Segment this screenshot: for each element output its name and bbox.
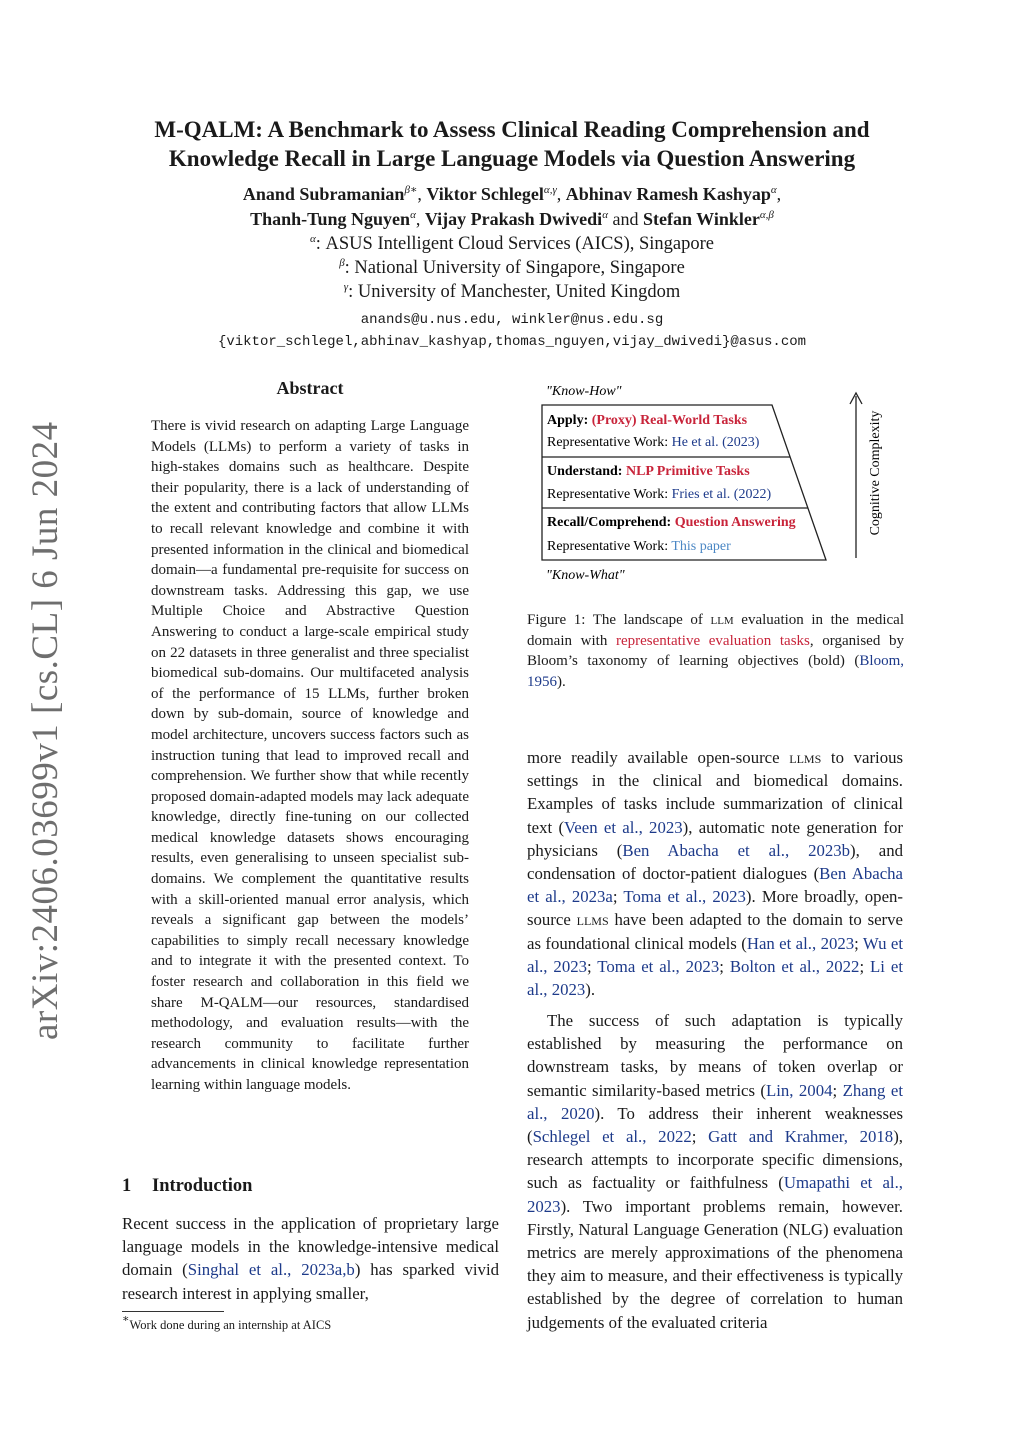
work-prefix: Representative Work:	[547, 435, 669, 450]
affiliation-text: : National University of Singapore, Singapore	[344, 258, 685, 278]
citation-separator: ;	[691, 1127, 697, 1147]
author-affil: α,γ	[543, 184, 557, 196]
paper-title	[100, 115, 924, 173]
text-run: have been adapted to the domain to serve as foundational clinical models (	[527, 910, 903, 953]
citation-link[interactable]: Zhang et al., 2020	[527, 1080, 903, 1123]
citation-separator: ;	[854, 933, 859, 953]
citation-link[interactable]: Umapathi et al., 2023	[527, 1173, 903, 1216]
text-run: The success of such adaptation is typically established by measuring the performance on downstream tasks, by means of token overlap or semantic similarity-based metrics (	[527, 1011, 903, 1100]
affiliation-line	[100, 232, 924, 256]
author-affil: β	[404, 184, 410, 196]
citation-link[interactable]: Toma et al., 2023	[623, 887, 746, 907]
text-run: Figure 1: The landscape of	[527, 612, 703, 628]
citation-link[interactable]: Veen et al., 2023	[564, 817, 683, 837]
text-run: ). To address their inherent weaknesses (	[527, 1103, 903, 1147]
citation-link[interactable]: Wu et al., 2023	[527, 933, 903, 976]
author-emails	[100, 309, 924, 353]
acronym-llm: llm	[710, 612, 734, 628]
text-run: ).	[585, 980, 596, 1000]
body-paragraph	[527, 746, 903, 1001]
work-prefix: Representative Work:	[547, 539, 669, 554]
intro-paragraph	[122, 1212, 499, 1305]
author-footnote-mark: ∗	[409, 184, 418, 196]
tier-task: NLP Primitive Tasks	[625, 464, 750, 479]
citation-separator: ;	[719, 956, 724, 976]
author-line-2: Thanh-Tung Nguyen$^\alpha$, Vijay Prakash Dwivedi$^\alpha$ and Stefan Winkler$^{\alpha,\beta}$	[250, 209, 774, 229]
author-name: Thanh-Tung Nguyen	[250, 209, 411, 229]
tier-level: Apply:	[547, 413, 589, 428]
citation-link[interactable]: Ben Abacha et al., 2023b	[622, 840, 851, 860]
section-heading	[122, 1176, 502, 1197]
text-run: ). Two important problems remain, however. Firstly, Natural Language Generation (NLG) evaluation metrics are merely approximations of the phenomena they aim to measure, and their effectiveness is typically established by the degree of correlation to human judgements of the evaluated criteria	[527, 1196, 903, 1332]
text-run: ), and condensation of doctor-patient dialogues (	[527, 840, 903, 884]
affiliation-text: : University of Manchester, United Kingdom	[348, 282, 681, 302]
citation-separator: ;	[587, 956, 592, 976]
text-run: ) has sparked vivid research interest in applying smaller,	[122, 1260, 499, 1303]
affiliation-symbol: γ	[343, 281, 349, 293]
citation-link[interactable]: Li et al., 2023	[527, 956, 903, 1000]
text-run: ), automatic note generation for physicians (	[527, 817, 903, 860]
citation-link[interactable]: Ben Abacha et al., 2023a	[527, 864, 904, 907]
work-citation: Fries et al. (2022)	[671, 487, 772, 502]
author-name: Vijay Prakash Dwivedi	[424, 209, 603, 229]
affiliation-symbol: β	[339, 257, 345, 269]
abstract-heading: Abstract	[276, 378, 344, 398]
citation-separator: ;	[832, 1080, 838, 1100]
footnote-text: Work done during an internship at AICS	[129, 1318, 332, 1332]
text-run: Recent success in the application of proprietary large language models in the knowledge-intensive medical domain (	[122, 1214, 499, 1280]
work-citation: He et al. (2023)	[671, 435, 760, 450]
email-line-2: {viktor_schlegel,abhinav_kashyap,thomas_nguyen,vijay_dwivedi}@asus.com	[217, 334, 807, 350]
author-name: Abhinav Ramesh Kashyap	[565, 184, 771, 204]
text-run: , organised by Bloom’s taxonomy of learning objectives (bold) (	[527, 632, 904, 670]
affiliation-line	[100, 280, 924, 304]
author-conjunction: and	[612, 209, 639, 229]
work-citation: This paper	[671, 539, 731, 554]
affiliation-symbol: α	[309, 233, 316, 245]
author-line-1: Anand Subramanian$^{\beta∗}$, Viktor Schlegel$^{\alpha,\gamma}$, Abhinav Ramesh Kashyap$^\alpha$,	[242, 184, 782, 204]
affiliation-line	[100, 256, 924, 280]
affiliation-text: : ASUS Intelligent Cloud Services (AICS), Singapore	[315, 234, 714, 254]
text-run: ). More broadly, open-source	[527, 887, 903, 930]
section-number: 1	[122, 1176, 132, 1196]
author-name: Anand Subramanian	[242, 184, 405, 204]
tier-recall-work	[547, 539, 731, 554]
footnote	[122, 1313, 502, 1333]
title-line-1: M-QALM: A Benchmark to Assess Clinical Reading Comprehension and	[154, 117, 870, 142]
citation-link[interactable]: Schlegel et al., 2022	[532, 1127, 692, 1147]
author-list	[100, 182, 924, 232]
citation-link[interactable]: Han et al., 2023	[746, 933, 855, 953]
tier-apply-work	[547, 435, 760, 450]
tier-recall	[547, 515, 796, 530]
affiliations	[100, 232, 924, 304]
acronym-llms: llms	[576, 910, 609, 930]
body-paragraph	[527, 1009, 903, 1334]
figure-top-label: "Know-How"	[546, 384, 622, 399]
text-run: to various settings in the clinical and biomedical domains. Examples of tasks include summarization of clinical text (	[527, 748, 904, 837]
citation-link[interactable]: Lin, 2004	[766, 1080, 833, 1100]
author-name: Viktor Schlegel	[426, 184, 544, 204]
title-line-2: Knowledge Recall in Large Language Models via Question Answering	[168, 146, 856, 171]
citation-link[interactable]: Singhal et al., 2023a,b	[187, 1260, 355, 1280]
author-affil: α	[602, 209, 608, 221]
text-run: more readily available open-source	[527, 748, 780, 767]
text-run: ), research attempts to incorporate specific dimensions, such as factuality or faithfulness (	[527, 1127, 903, 1193]
author-affil: α,β	[759, 209, 774, 221]
work-prefix: Representative Work:	[547, 487, 669, 502]
footnote-rule	[122, 1311, 224, 1312]
author-name: Stefan Winkler	[642, 209, 760, 229]
tier-level: Understand:	[547, 464, 623, 479]
figure-caption	[527, 610, 904, 692]
text-run: ).	[557, 673, 566, 690]
taxonomy-trapezoid	[542, 405, 826, 560]
section-title: Introduction	[152, 1176, 253, 1196]
footnote-mark: ∗	[122, 1313, 130, 1325]
author-affil: α	[770, 184, 777, 196]
citation-link[interactable]: Toma et al., 2023	[597, 956, 720, 976]
tier-understand-work	[547, 487, 771, 502]
tier-apply	[547, 413, 748, 428]
figure-bottom-label: "Know-What"	[546, 568, 625, 583]
text-run: evaluation in the medical domain with	[527, 612, 905, 649]
citation-link[interactable]: Gatt and Krahmer, 2018	[708, 1127, 894, 1147]
abstract-text: There is vivid research on adapting Large Language Models (LLMs) to perform a variety of tasks in high-stakes domains such as healthcare. Despite their popularity, there is a lack of understanding of the extent and contributing factors that allow LLMs to recall relevant knowledge and combine it with presented information in the clinical and biomedical domain—a fundamental pre-requisite for success on downstream tasks. Addressing this gap, we use Multiple Choice and Abstractive Question Answering to conduct a large-scale empirical study on 22 datasets in three generalist and three specialist biomedical sub-domains. Our multifaceted analysis of the performance of 15 LLMs, further broken down by sub-domain, source of knowledge and model architecture, uncovers success factors such as instruction tuning that lead to improved recall and comprehension. We further show that while recently proposed domain-adapted models may lack adequate knowledge, directly fine-tuning on our collected medical knowledge datasets shows encouraging results, even generalising to unseen specialist sub-domains. We complement the quantitative results with a skill-oriented manual error analysis, which reveals a significant gap between the models’ capabilities to simply recall necessary knowledge and to integrate it with the presented context. To foster research and collaboration in this field we share M-QALM—our resources, standardised methodology, and evaluation results—with the research community to facilitate further advancements in clinical knowledge representation learning within language models.	[151, 418, 469, 1093]
tier-task: Question Answering	[674, 515, 796, 530]
tier-understand	[547, 464, 750, 479]
citation-separator: ;	[612, 887, 618, 907]
citation-separator: ;	[859, 956, 865, 976]
acronym-llms: llms	[789, 748, 822, 767]
citation-link[interactable]: Bolton et al., 2022	[729, 956, 860, 976]
caption-highlight: representative evaluation tasks	[615, 632, 810, 649]
author-affil: α	[410, 209, 416, 221]
tier-task: (Proxy) Real-World Tasks	[591, 413, 748, 428]
citation-link[interactable]: Bloom, 1956	[527, 653, 904, 690]
arxiv-identifier: arXiv:2406.03699v1 [cs.CL] 6 Jun 2024	[25, 421, 66, 1040]
email-line-1: anands@u.nus.edu, winkler@nus.edu.sg	[360, 312, 664, 328]
figure-1-taxonomy	[536, 380, 906, 588]
axis-label: Cognitive Complexity	[868, 410, 883, 536]
tier-level: Recall/Comprehend:	[547, 515, 672, 530]
